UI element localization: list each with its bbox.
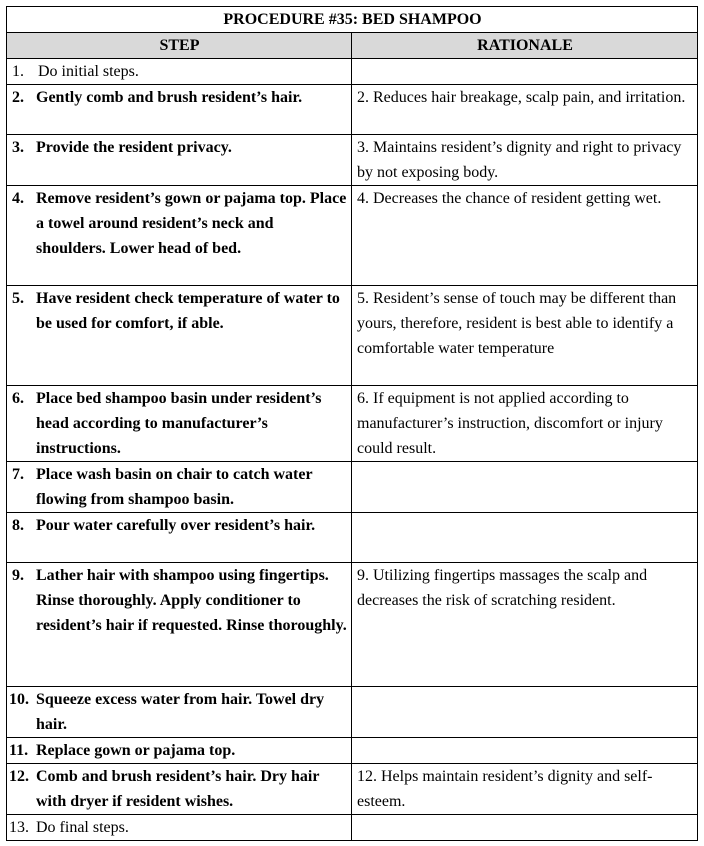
step-number: 10. [9, 691, 29, 708]
step-cell [7, 462, 352, 513]
step-cell [7, 85, 352, 135]
step-cell [7, 135, 352, 186]
step-text: Have resident check temperature of water to be used for comfort, if able. [36, 290, 340, 332]
rationale-cell [352, 815, 698, 841]
step-number: 13. [9, 819, 29, 836]
table-row [7, 386, 698, 462]
step-text: Do initial steps. [38, 63, 139, 80]
step-cell [7, 286, 352, 386]
table-row [7, 738, 698, 764]
step-cell [7, 815, 352, 841]
table-row [7, 563, 698, 687]
step-cell [7, 687, 352, 738]
step-text: Gently comb and brush resident’s hair. [36, 89, 303, 106]
table-row [7, 815, 698, 841]
rationale-cell [352, 462, 698, 513]
step-number: 11. [9, 742, 29, 759]
step-text: Lather hair with shampoo using fingertips. Rinse thoroughly. Apply conditioner to resident’s hair if requested. Rinse thoroughly. [36, 567, 347, 634]
rationale-cell: 5. Resident’s sense of touch may be different than yours, therefore, resident is best able to identify a comfortable water temperature [352, 286, 698, 386]
table-row [7, 764, 698, 815]
step-text: Remove resident’s gown or pajama top. Place a towel around resident’s neck and shoulders. Lower head of bed. [36, 190, 347, 257]
step-number: 5. [12, 290, 24, 307]
step-text: Comb and brush resident’s hair. Dry hair with dryer if resident wishes. [36, 768, 320, 810]
table-row [7, 85, 698, 135]
step-number: 12. [9, 768, 29, 785]
step-cell [7, 59, 352, 85]
step-cell [7, 563, 352, 687]
table-row [7, 286, 698, 386]
step-text: Place bed shampoo basin under resident’s head according to manufacturer’s instructions. [36, 390, 322, 457]
step-cell [7, 764, 352, 815]
table-row [7, 687, 698, 738]
step-cell [7, 186, 352, 286]
step-number: 4. [12, 190, 24, 207]
step-column-header: STEP [7, 33, 352, 59]
step-cell [7, 386, 352, 462]
rationale-cell [352, 513, 698, 563]
step-text: Do final steps. [36, 819, 129, 836]
procedure-table [6, 6, 698, 841]
step-number: 1. [12, 63, 24, 80]
rationale-column-header: RATIONALE [352, 33, 698, 59]
title-row [7, 7, 698, 33]
table-row [7, 186, 698, 286]
table-row [7, 59, 698, 85]
rationale-cell: 6. If equipment is not applied according to manufacturer’s instruction, discomfort or injury could result. [352, 386, 698, 462]
step-text: Squeeze excess water from hair. Towel dry hair. [36, 691, 325, 733]
step-text: Pour water carefully over resident’s hair. [36, 517, 316, 534]
rationale-cell: 4. Decreases the chance of resident getting wet. [352, 186, 698, 286]
procedure-title: PROCEDURE #35: BED SHAMPOO [7, 7, 698, 33]
table-row [7, 135, 698, 186]
step-text: Place wash basin on chair to catch water flowing from shampoo basin. [36, 466, 313, 508]
rationale-cell: 3. Maintains resident’s dignity and right to privacy by not exposing body. [352, 135, 698, 186]
header-row [7, 33, 698, 59]
rationale-cell: 2. Reduces hair breakage, scalp pain, and irritation. [352, 85, 698, 135]
table-row [7, 513, 698, 563]
step-text: Provide the resident privacy. [36, 139, 232, 156]
step-number: 2. [12, 89, 24, 106]
step-text: Replace gown or pajama top. [36, 742, 236, 759]
rationale-cell [352, 59, 698, 85]
step-number: 6. [12, 390, 24, 407]
step-number: 3. [12, 139, 24, 156]
rationale-cell [352, 738, 698, 764]
table-row [7, 462, 698, 513]
rationale-cell: 12. Helps maintain resident’s dignity and self-esteem. [352, 764, 698, 815]
step-cell [7, 738, 352, 764]
rationale-cell [352, 687, 698, 738]
step-number: 7. [12, 466, 24, 483]
step-number: 8. [12, 517, 24, 534]
step-number: 9. [12, 567, 24, 584]
step-cell [7, 513, 352, 563]
rationale-cell: 9. Utilizing fingertips massages the scalp and decreases the risk of scratching resident. [352, 563, 698, 687]
